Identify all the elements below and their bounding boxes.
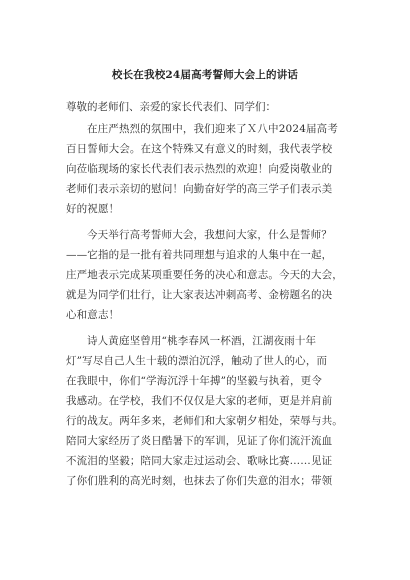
paragraph-line: 就是为同学们壮行，让大家表达冲刺高考、金榜题名的决 [66,289,333,301]
paragraph-line: ——它指的是一批有着共同理想与追求的人集中在一起， [66,249,333,261]
paragraph-2 [66,225,356,325]
paragraph-line: 灯”写尽自己人生十载的漂泊沉浮，触动了世人的心，而 [66,355,328,367]
paragraph-line: 老师们表示亲切的慰问！向勤奋好学的高三学子们表示美 [66,183,333,195]
paragraph-line: 行的战友。两年多来，老师们和大家朝夕相处，荣辱与共。 [66,415,343,427]
paragraph-line: 心和意志！ [66,309,120,321]
paragraph-1 [66,119,356,219]
paragraph-line: 好的祝愿！ [66,203,120,215]
paragraph-line: 向莅临现场的家长代表们表示热烈的欢迎！向爱岗敬业的 [66,163,333,175]
paragraph-line: 不流泪的坚毅；陪同大家走过运动会、歌咏比赛……见证 [66,455,333,467]
paragraph-line: 诗人黄庭坚曾用“桃李春风一杯酒，江湖夜雨十年 [87,335,317,347]
paragraph-line: 今天举行高考誓师大会，我想问大家，什么是誓师？ [87,229,332,241]
document-title: 校长在我校24届高考誓师大会上的讲话 [111,69,299,81]
salutation: 尊敬的老师们、亲爱的家长代表们、同学们： [66,101,276,113]
paragraph-line: 百日誓师大会。在这个特殊又有意义的时刻，我代表学校 [66,143,333,155]
paragraph-line: 在庄严热烈的氛围中，我们迎来了Ｘ八中2024届高考 [87,123,338,135]
paragraph-line: 我感动。在学校，我们不仅仅是大家的老师，更是并肩前 [66,395,333,407]
paragraph-line: 了你们胜利的高光时刻，也抹去了你们失意的泪水；带领 [66,475,333,487]
paragraph-line: 陪同大家经历了炎日酷暑下的军训，见证了你们流汗流血 [66,435,333,447]
paragraph-line: 在我眼中，你们“学海沉浮十年搏”的坚毅与执着，更令 [66,375,322,387]
paragraph-line: 庄严地表示完成某项重要任务的决心和意志。今天的大会， [66,269,343,281]
paragraph-3 [66,331,356,491]
